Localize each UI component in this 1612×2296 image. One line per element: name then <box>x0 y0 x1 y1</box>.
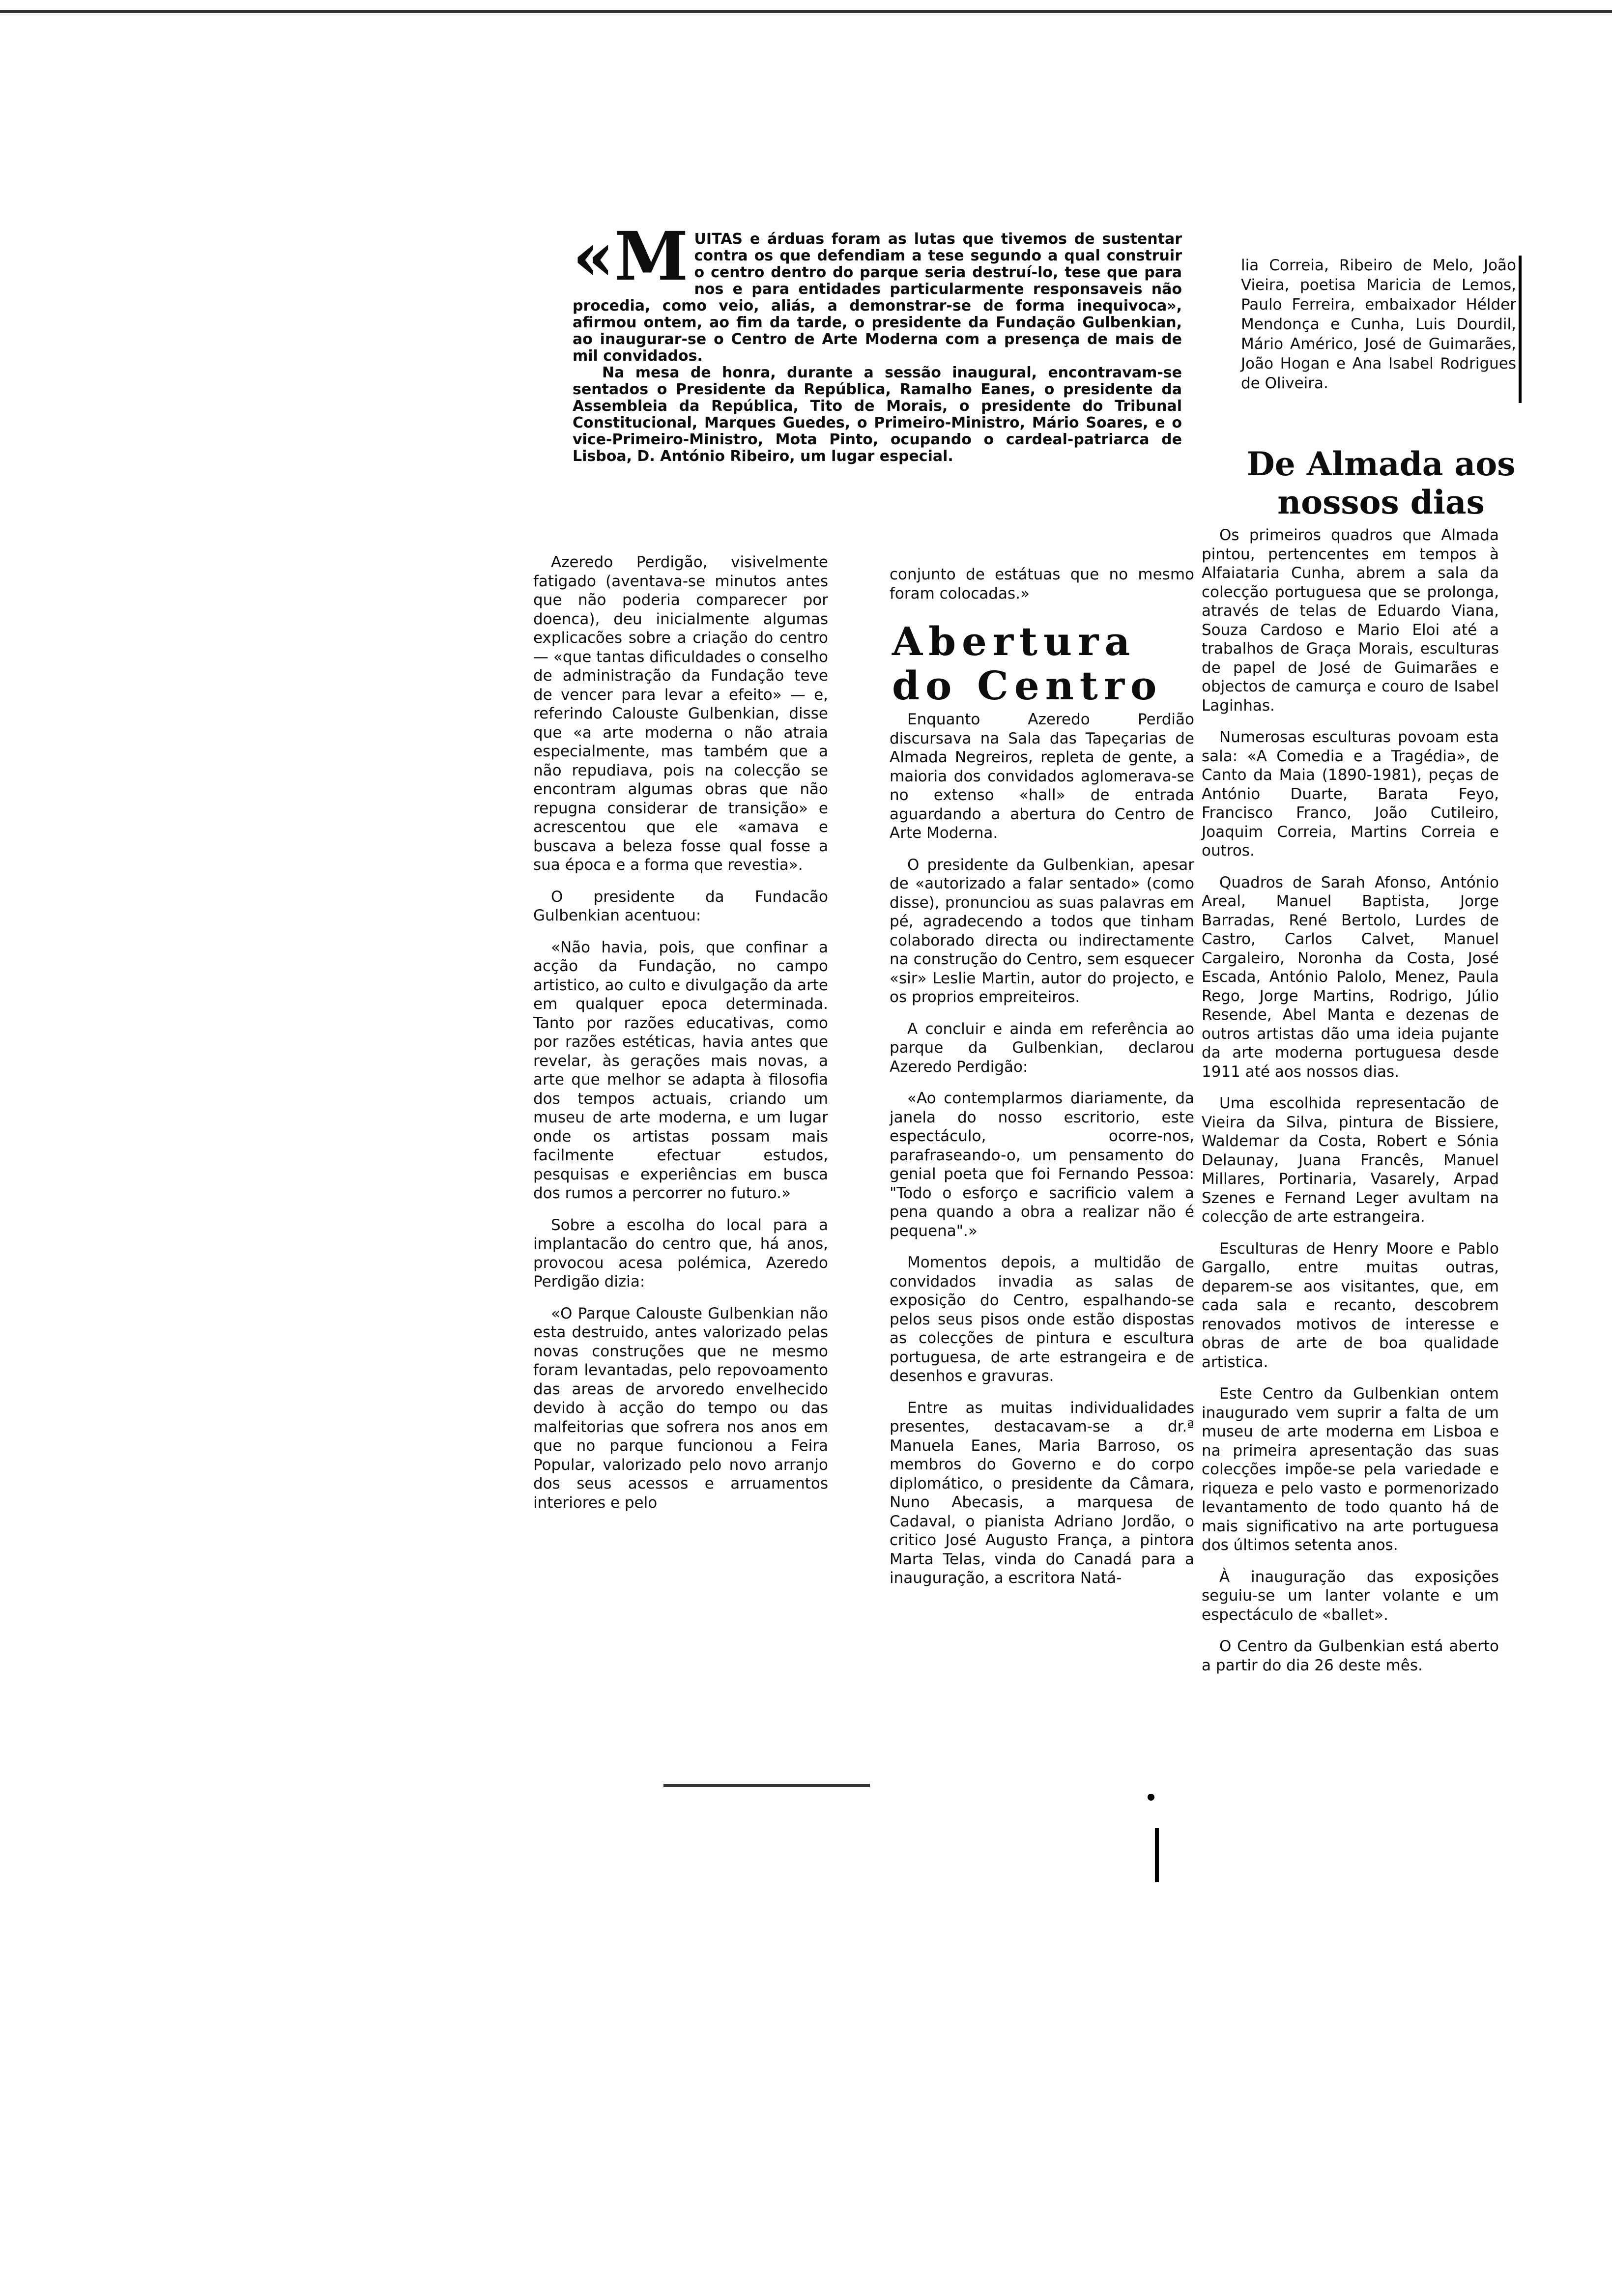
paragraph: O Centro da Gulbenkian está aberto a partir do dia 26 deste mês. <box>1202 1637 1499 1674</box>
paragraph: Este Centro da Gulbenkian ontem inaugurado vem suprir a falta de um museu de arte moderna em Lisboa e na primeira apresentação das suas colecções impõe-se pela variedade e riqueza e pelo vasto e pormenorizado levantamento de todo quanto há de mais significativo na arte portuguesa dos últimos setenta anos. <box>1202 1385 1499 1554</box>
column-2 <box>890 710 1194 1601</box>
paragraph: lia Correia, Ribeiro de Melo, João Vieira, poetisa Maricia de Lemos, Paulo Ferreira, embaixador Hélder Mendonça e Cunha, Luis Dourdil, Mário Américo, José de Guimarães, João Hogan e Ana Isabel Rodrigues de Oliveira. <box>1241 257 1516 392</box>
scan-dot <box>1148 1794 1154 1801</box>
paragraph: Enquanto Azeredo Perdião discursava na Sala das Tapeçarias de Almada Negreiros, repleta de gente, a maioria dos convidados aglomerava-se no extenso «hall» de entrada aguardando a abertura do Centro de Arte Moderna. <box>890 711 1194 842</box>
paragraph: Sobre a escolha do local para a implantacão do centro que, há anos, provocou acesa polémica, Azeredo Perdigão dizia: <box>533 1216 828 1291</box>
heading-de-almada-aos-nossos-dias: De Almada aos nossos dias <box>1246 445 1516 521</box>
paragraph: A concluir e ainda em referência ao parque da Gulbenkian, declarou Azeredo Perdigão: <box>890 1020 1194 1076</box>
column-3-top <box>1241 256 1516 393</box>
bottom-rule <box>663 1784 870 1787</box>
heading-abertura-do-centro: Abertura do Centro <box>892 618 1163 709</box>
lead-text-2: Na mesa de honra, durante a sessão inaugural, encontravam-se sentados o Presidente da República, Ramalho Eanes, o presidente da Assembleia da República, Tito de Morais, o presidente do Tribunal Constitucional, Marques Guedes, o Primeiro-Ministro, Mário Soares, e o vice-Primeiro-Ministro, Mota Pinto, ocupando o cardeal-patriarca de Lisboa, D. António Ribeiro, um lugar especial. <box>573 364 1182 465</box>
paragraph: conjunto de estátuas que no mesmo foram colocadas.» <box>890 566 1194 603</box>
paragraph: Entre as muitas individualidades presentes, destacavam-se a dr.ª Manuela Eanes, Maria Barroso, os membros do Governo e do corpo diplomático, o presidente da Câmara, Nuno Abecasis, a marquesa de Cadaval, o pianista Adriano Jordão, o critico José Augusto França, a pintora Marta Telas, vinda do Canadá para a inauguração, a escritora Natá- <box>890 1399 1194 1587</box>
column-edge-mark <box>1519 256 1522 403</box>
column-1 <box>533 553 828 1525</box>
top-rule <box>0 10 1612 13</box>
paragraph: Quadros de Sarah Afonso, António Areal, Manuel Baptista, Jorge Barradas, René Bertolo, Lurdes de Castro, Carlos Calvet, Manuel Cargaleiro, Noronha da Costa, José Escada, António Palolo, Menez, Paula Rego, Jorge Martins, Rodrigo, Júlio Resende, Abel Manta e dezenas de outros artistas dão uma ideia pujante da arte moderna portuguesa desde 1911 até aos nossos dias. <box>1202 873 1499 1081</box>
paragraph: Numerosas esculturas povoam esta sala: «A Comedia e a Tragédia», de Canto da Maia (1890-1981), peças de António Duarte, Barata Feyo, Francisco Franco, João Cutileiro, Joaquim Correia, Martins Correia e outros. <box>1202 728 1499 860</box>
drop-cap: «M <box>573 217 689 296</box>
paragraph: O presidente da Fundacão Gulbenkian acentuou: <box>533 888 828 924</box>
paragraph: À inauguração das exposições seguiu-se um lanter volante e um espectáculo de «ballet». <box>1202 1568 1499 1624</box>
column-3 <box>1202 526 1499 1688</box>
paragraph: Os primeiros quadros que Almada pintou, pertencentes em tempos à Alfaiataria Cunha, abrem a sala da colecção portuguesa que se prolonga, através de telas de Eduardo Viana, Souza Cardoso e Mario Eloi até a trabalhos de Graça Morais, esculturas de papel de José de Guimarães e objectos de camurça e couro de Isabel Laginhas. <box>1202 526 1499 715</box>
paragraph: «Não havia, pois, que confinar a acção da Fundação, no campo artistico, ao culto e divulgação da arte em qualquer epoca determinada. Tanto por razões educativas, como por razões estéticas, havia antes que revelar, às gerações mais novas, a arte que melhor se adapta à filosofia dos tempos actuais, criando um museu de arte moderna, e um lugar onde os artistas possam mais facilmente efectuar estudos, pesquisas e experiências em busca dos rumos a percorrer no futuro.» <box>533 938 828 1202</box>
paragraph: Momentos depois, a multidão de convidados invadia as salas de exposição do Centro, espalhando-se pelos seus pisos onde estão dispostas as colecções de pintura e escultura portuguesa, de arte estrangeira e de desenhos e gravuras. <box>890 1254 1194 1385</box>
paragraph: «Ao contemplarmos diariamente, da janela do nosso escritorio, este espectáculo, ocorre-nos, parafraseando-o, um pensamento do genial poeta que foi Fernando Pessoa: "Todo o esforço e sacrificio valem a pena quando a obra a realizar não é pequena".» <box>890 1090 1194 1240</box>
paragraph: Azeredo Perdigão, visivelmente fatigado (aventava-se minutos antes que não poderia comparecer por doenca), deu inicialmente algumas explicacões sobre a criação do centro — «que tantas dificuldades o conselho de administração da Fundação teve de vencer para levar a efeito» — e, referindo Calouste Gulbenkian, disse que «a arte moderna o não atraia especialmente, mas também que a não repudiava, pois na colecção se encontram algumas obras que não repugna considerar de transição» e acrescentou que ele «amava e buscava a beleza fosse qual fosse a sua época e a forma que revestia». <box>533 553 828 874</box>
column-2-top <box>890 565 1194 616</box>
paragraph: Esculturas de Henry Moore e Pablo Gargallo, entre muitas outras, deparem-se aos visitantes, que, em cada sala e recanto, descobrem renovados motivos de interesse e obras de arte de boa qualidade artistica. <box>1202 1239 1499 1371</box>
lead-paragraph <box>573 217 1182 465</box>
paragraph: Uma escolhida representacão de Vieira da Silva, pintura de Bissiere, Waldemar da Costa, Robert e Sónia Delaunay, Juana Francês, Manuel Millares, Portinaria, Vasarely, Arpad Szenes e Fernand Leger avultam na colecção de arte estrangeira. <box>1202 1094 1499 1226</box>
paragraph: O presidente da Gulbenkian, apesar de «autorizado a falar sentado» (como disse), pronunciou as suas palavras em pé, agradecendo a todos que tinham colaborado directa ou indirectamente na construção do Centro, sem esquecer «sir» Leslie Martin, autor do projecto, e os proprios empreiteiros. <box>890 856 1194 1006</box>
scan-mark <box>1155 1828 1159 1882</box>
lead-text: UITAS e árduas foram as lutas que tivemos de sustentar contra os que defendiam a tese segundo a qual construir o centro dentro do parque seria destruí-lo, tese que para nos e para entidades particularmente responsaveis não procedia, como veio, aliás, a demonstrar-se de forma inequivoca», afirmou ontem, ao fim da tarde, o presidente da Fundação Gulbenkian, ao inaugurar-se o Centro de Arte Moderna com a presença de mais de mil convidados. <box>573 230 1182 365</box>
paragraph: «O Parque Calouste Gulbenkian não esta destruido, antes valorizado pelas novas construções que ne mesmo foram levantadas, pelo repovoamento das areas de arvoredo envelhecido devido à acção do tempo ou das malfeitorias que sofrera nos anos em que no parque funcionou a Feira Popular, valorizado pelo novo arranjo dos seus acessos e arruamentos interiores e pelo <box>533 1304 828 1512</box>
